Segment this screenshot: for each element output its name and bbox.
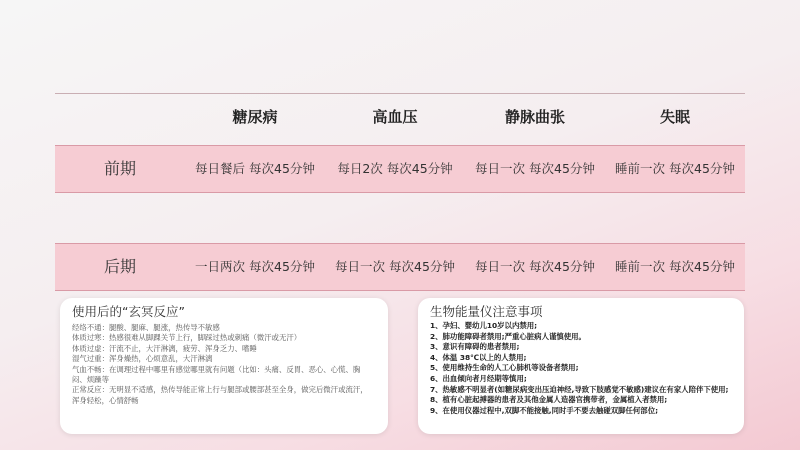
notes-card [418, 298, 744, 434]
row-label-early: 前期 [103, 159, 136, 178]
table-cell: 每日一次 每次45分钟 [335, 259, 455, 274]
header-divider [55, 93, 745, 94]
table-cell: 每日2次 每次45分钟 [337, 161, 453, 176]
table-cell: 每日餐后 每次45分钟 [195, 161, 315, 176]
list-item: 6、出血倾向者月经期等慎用; [430, 373, 527, 383]
table-header [55, 106, 745, 134]
reaction-card-title: 使用后的“玄冥反应” [72, 304, 185, 319]
list-item: 体质过寒：热感很难从脚踝关节上行，脚踩过热或刺痛（微汗或无汗） [72, 333, 302, 343]
table-cell: 睡前一次 每次45分钟 [615, 259, 735, 274]
table-cell: 每日一次 每次45分钟 [475, 259, 595, 274]
notes-card-title: 生物能量仪注意事项 [430, 304, 543, 319]
list-item: 1、孕妇、婴幼儿10岁以内禁用; [430, 321, 538, 330]
list-item: 7、热敏感不明显者(如糖尿病变出压迫神经,导致下肢感觉不敏感)建议在有家人陪伴下使用; [430, 384, 729, 394]
list-item: 气血不畅：在调理过程中哪里有感觉哪里就有问题（比如：头痛、反胃、恶心、心慌、胸闷、烦躁等 [72, 364, 361, 385]
list-item: 体质过虚：汗流不止，大汗淋漓，疲劳、浑身乏力、嗜睡 [72, 343, 257, 353]
column-header-insomnia: 失眠 [659, 108, 690, 126]
table-cell: 每日一次 每次45分钟 [475, 161, 595, 176]
list-item: 正常反应：无明显不适感，热传导能正常上行与腿部或腰部甚至全身，做完后微汗或流汗，浑身轻松，心情舒畅 [72, 385, 368, 405]
list-item: 9、在使用仪器过程中,双脚不能接触,同时手不要去触碰双脚任何部位; [430, 405, 659, 415]
reaction-card [60, 298, 388, 434]
notes-list [430, 321, 734, 416]
table-row-late [55, 243, 745, 291]
table-cell: 一日两次 每次45分钟 [195, 259, 315, 274]
column-header-varicose-veins: 静脉曲张 [504, 108, 565, 126]
table-row-early [55, 145, 745, 193]
list-item: 湿气过重：浑身燥热，心烦意乱，大汗淋漓 [72, 354, 213, 364]
column-header-hypertension: 高血压 [372, 108, 418, 126]
reaction-list [72, 323, 374, 406]
list-item: 2、肺功能障碍者禁用;严重心脏病人谨慎使用。 [430, 331, 586, 341]
list-item: 4、体温 38℃以上的人禁用; [430, 352, 527, 362]
row-label-late: 后期 [103, 257, 136, 276]
table-cell: 睡前一次 每次45分钟 [615, 161, 735, 176]
list-item: 经络不通：腿酸、腿麻、腿涨，热传导不敏感 [72, 323, 220, 332]
list-item: 3、意识有障碍的患者禁用; [430, 342, 520, 352]
list-item: 8、植有心脏起搏器的患者及其他金属人造器官携带者，金属植入者禁用; [430, 395, 668, 405]
column-header-diabetes: 糖尿病 [232, 108, 278, 126]
list-item: 5、使用维持生命的人工心肺机等设备者禁用; [430, 363, 579, 373]
